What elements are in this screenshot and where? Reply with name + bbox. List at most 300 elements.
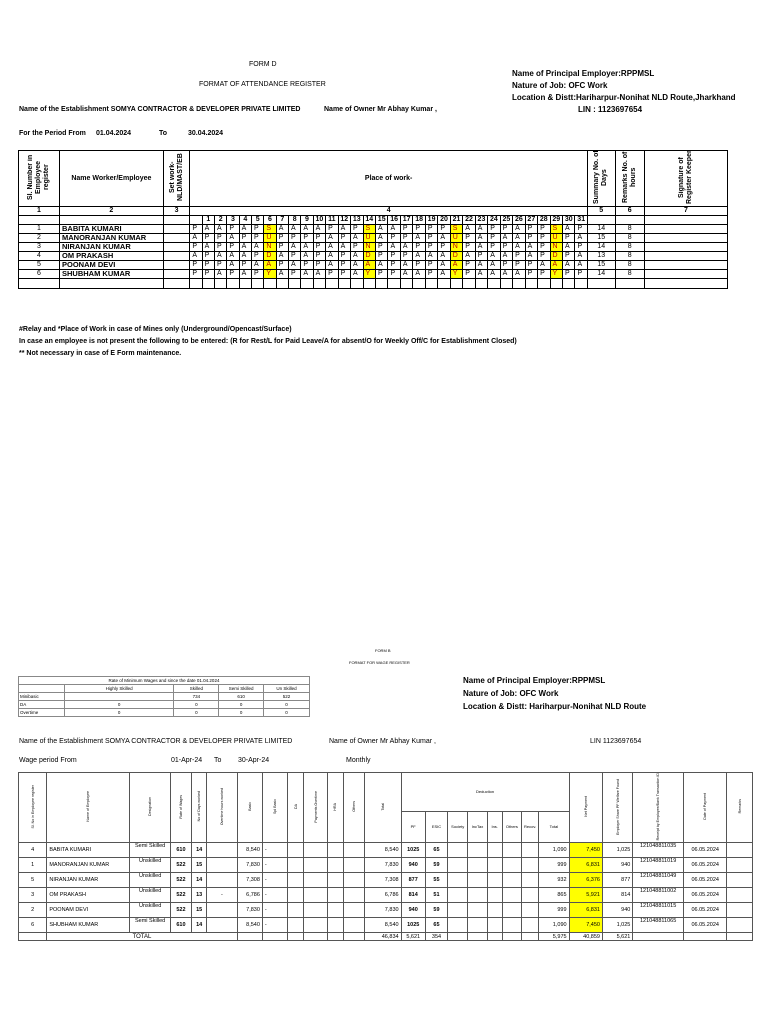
attendance-cell: A <box>488 261 500 270</box>
attendance-cell: P <box>190 225 202 234</box>
attendance-cell: A <box>289 261 301 270</box>
attendance-cell: P <box>538 225 550 234</box>
attendance-cell: A <box>301 243 313 252</box>
wage-da <box>288 918 304 933</box>
wage-recov <box>522 918 539 933</box>
attendance-cell: P <box>513 252 525 261</box>
wage-special-basic: - <box>262 873 287 888</box>
wage-gross-total: 8,540 <box>365 918 401 933</box>
wage-society <box>448 843 468 858</box>
wage-hra <box>327 918 343 933</box>
attendance-cell: P <box>400 252 412 261</box>
wage-date-payment: 06.05.2024 <box>683 843 727 858</box>
wage-basic: 7,830 <box>237 858 262 873</box>
wage-rate: 522 <box>170 873 191 888</box>
attendance-cell: P <box>463 261 475 270</box>
wage-owner: Name of Owner Mr Abhay Kumar , <box>329 738 436 745</box>
wage-employee-name: SHUBHAM KUMAR <box>47 918 130 933</box>
wage-total-esic: 354 <box>425 933 447 941</box>
wage-others <box>343 888 364 903</box>
wage-designation: Unskilled <box>130 873 170 888</box>
wage-header-others: Others <box>343 773 364 843</box>
header-place: Place of work- <box>190 151 588 207</box>
attendance-cell: A <box>450 261 462 270</box>
summary-days: 15 <box>587 234 615 243</box>
wage-recov <box>522 873 539 888</box>
wage-hra <box>327 888 343 903</box>
attendance-cell: P <box>575 243 587 252</box>
summary-days: 14 <box>587 243 615 252</box>
wage-ins <box>487 918 502 933</box>
day-number: 26 <box>513 216 525 225</box>
signature-cell <box>644 234 727 243</box>
attendance-cell: A <box>227 261 239 270</box>
attendance-cell: Y <box>450 270 462 279</box>
wage-hra <box>327 858 343 873</box>
wage-remarks <box>727 903 753 918</box>
wage-gross-total: 7,830 <box>365 858 401 873</box>
attendance-cell: S <box>450 225 462 234</box>
attendance-cell: P <box>313 261 325 270</box>
day-number: 7 <box>276 216 288 225</box>
wage-ot-payment <box>304 858 327 873</box>
wage-header-date: Date of Payment <box>683 773 727 843</box>
set-work-cell <box>163 261 190 270</box>
wage-header-deduction: Deduction <box>401 773 569 812</box>
wage-transaction-id: 121048811002 <box>633 888 684 903</box>
attendance-cell: P <box>338 270 350 279</box>
attendance-cell: P <box>538 270 550 279</box>
attendance-cell: A <box>413 234 425 243</box>
summary-days: 14 <box>587 225 615 234</box>
summary-days: 13 <box>587 252 615 261</box>
attendance-cell: A <box>425 252 437 261</box>
signature-cell <box>644 243 727 252</box>
set-work-cell <box>163 225 190 234</box>
attendance-cell: P <box>313 243 325 252</box>
wage-header-receipt: Receipt by Employee/Bank Transaction ID <box>633 773 684 843</box>
wage-nature-of-job: Nature of Job: OFC Work <box>463 689 559 698</box>
wage-total-deduction: 999 <box>539 903 569 918</box>
signature-cell <box>644 270 727 279</box>
attendance-cell: P <box>251 252 263 261</box>
attendance-cell: A <box>513 225 525 234</box>
days-row <box>19 216 728 225</box>
wage-pf: 940 <box>401 903 425 918</box>
day-number: 14 <box>363 216 375 225</box>
attendance-cell: P <box>463 234 475 243</box>
wage-hra <box>327 903 343 918</box>
wage-to-label: To <box>214 757 222 764</box>
header-summary: Summary No. of Days <box>587 151 615 207</box>
attendance-cell: A <box>400 261 412 270</box>
location: Location & Distt:Hariharpur-Nonihat NLD Route,Jharkhand <box>512 93 736 102</box>
attendance-cell: P <box>563 234 575 243</box>
wage-row <box>19 843 753 858</box>
wage-header-special-basic: Spl Basic <box>262 773 287 843</box>
attendance-cell: P <box>313 252 325 261</box>
remarks-hours: 8 <box>615 252 644 261</box>
day-number: 21 <box>450 216 462 225</box>
wage-ot-hours <box>207 873 237 888</box>
wage-society <box>448 918 468 933</box>
wage-ins <box>487 858 502 873</box>
attendance-cell: D <box>264 252 276 261</box>
attendance-cell: N <box>450 243 462 252</box>
employee-name: SHUBHAM KUMAR <box>60 270 164 279</box>
wage-ot-payment <box>304 888 327 903</box>
day-number: 6 <box>264 216 276 225</box>
wage-row <box>19 873 753 888</box>
period-label: For the Period From <box>19 130 86 137</box>
attendance-cell: A <box>351 261 363 270</box>
attendance-cell: P <box>413 225 425 234</box>
wage-hra <box>327 873 343 888</box>
wage-pf: 1025 <box>401 918 425 933</box>
attendance-cell: U <box>363 234 375 243</box>
attendance-cell: A <box>388 225 400 234</box>
wage-register-table <box>18 772 753 941</box>
attendance-cell: Y <box>550 270 562 279</box>
wage-basic: 7,308 <box>237 873 262 888</box>
wage-society <box>448 903 468 918</box>
wage-total-pf: 5,621 <box>401 933 425 941</box>
summary-days: 14 <box>587 270 615 279</box>
wage-sl: 5 <box>19 873 47 888</box>
wage-transaction-id: 121048811015 <box>633 903 684 918</box>
attendance-cell: A <box>190 252 202 261</box>
attendance-cell: P <box>500 243 512 252</box>
attendance-cell: P <box>289 252 301 261</box>
day-number: 19 <box>425 216 437 225</box>
remarks-hours: 8 <box>615 270 644 279</box>
wage-rate: 522 <box>170 858 191 873</box>
wage-total-label: TOTAL <box>47 933 237 941</box>
min-wages-header: Skilled <box>174 685 219 693</box>
wage-net-payment: 6,831 <box>569 858 602 873</box>
wage-others-deduction <box>502 843 521 858</box>
wage-others-deduction <box>502 918 521 933</box>
day-number: 10 <box>313 216 325 225</box>
wage-sl: 1 <box>19 858 47 873</box>
day-number: 25 <box>500 216 512 225</box>
employee-name: BABITA KUMARI <box>60 225 164 234</box>
day-number: 16 <box>388 216 400 225</box>
day-number: 5 <box>251 216 263 225</box>
attendance-cell: P <box>375 243 387 252</box>
attendance-cell: N <box>264 243 276 252</box>
wage-header-others-deduction: Others <box>502 812 521 843</box>
wage-total-deduction: 5,975 <box>539 933 569 941</box>
attendance-cell: S <box>363 225 375 234</box>
attendance-cell: A <box>301 270 313 279</box>
wage-header-basic: Basic <box>237 773 262 843</box>
wage-esic: 51 <box>425 888 447 903</box>
wage-remarks <box>727 843 753 858</box>
attendance-cell: P <box>301 261 313 270</box>
summary-days: 15 <box>587 261 615 270</box>
header-set: Set work-NLD/MAST/EB <box>163 151 190 207</box>
wage-others-deduction <box>502 888 521 903</box>
header-name: Name Worker/Employee <box>60 151 164 207</box>
wage-to: 30-Apr-24 <box>238 757 270 764</box>
attendance-row <box>19 270 728 279</box>
day-number: 30 <box>563 216 575 225</box>
wage-total-deduction: 1,090 <box>539 918 569 933</box>
attendance-cell: P <box>563 252 575 261</box>
wage-transaction-id: 121048811035 <box>633 843 684 858</box>
column-number: 7 <box>644 207 727 216</box>
attendance-cell: A <box>326 261 338 270</box>
day-number: 2 <box>215 216 227 225</box>
attendance-cell: A <box>563 261 575 270</box>
wage-rate: 610 <box>170 918 191 933</box>
wage-basic: 6,786 <box>237 888 262 903</box>
wage-header-ot-hours: Overtime hours worked <box>207 773 237 843</box>
signature-cell <box>644 261 727 270</box>
employee-name: MANORANJAN KUMAR <box>60 234 164 243</box>
attendance-cell: P <box>538 234 550 243</box>
wage-special-basic: - <box>262 903 287 918</box>
period-to-label: To <box>159 130 168 137</box>
attendance-cell: P <box>475 252 487 261</box>
day-number: 12 <box>338 216 350 225</box>
attendance-cell: P <box>388 261 400 270</box>
min-wages-header: Semi Skilled <box>219 685 264 693</box>
form-d-subtitle: FORMAT OF ATTENDANCE REGISTER <box>199 81 326 88</box>
attendance-cell: P <box>575 270 587 279</box>
attendance-cell: A <box>413 252 425 261</box>
wage-gross-total: 7,830 <box>365 903 401 918</box>
set-work-cell <box>163 243 190 252</box>
remarks-hours: 8 <box>615 234 644 243</box>
column-number: 4 <box>190 207 588 216</box>
wage-ins <box>487 903 502 918</box>
attendance-table <box>18 150 728 289</box>
attendance-cell: A <box>215 252 227 261</box>
set-work-cell <box>163 234 190 243</box>
wage-ins <box>487 843 502 858</box>
attendance-cell: A <box>438 270 450 279</box>
attendance-cell: P <box>239 234 251 243</box>
remarks-hours: 8 <box>615 225 644 234</box>
wage-hra <box>327 843 343 858</box>
wage-recov <box>522 888 539 903</box>
wage-header-name: Name of Employee <box>47 773 130 843</box>
attendance-cell: P <box>388 270 400 279</box>
wage-total-net: 40,859 <box>569 933 602 941</box>
wage-sl: 2 <box>19 903 47 918</box>
attendance-cell: D <box>450 252 462 261</box>
employee-sl: 1 <box>19 225 60 234</box>
wage-date-payment: 06.05.2024 <box>683 918 727 933</box>
wage-recov <box>522 858 539 873</box>
wage-incometax <box>468 873 487 888</box>
attendance-cell: A <box>313 270 325 279</box>
wage-ins <box>487 888 502 903</box>
header-sl: Sl. Number in Employee register <box>19 151 60 207</box>
note-absent-codes: In case an employee is not present the following to be entered: (R for Rest/L for Paid Leave/A for absent/O for Weekly Off/C for Establishment Closed) <box>19 338 517 345</box>
attendance-cell: A <box>326 234 338 243</box>
attendance-cell: P <box>227 270 239 279</box>
attendance-cell: P <box>488 225 500 234</box>
attendance-cell: A <box>239 225 251 234</box>
attendance-cell: A <box>301 252 313 261</box>
wage-period-label: Wage period From <box>19 757 77 764</box>
wage-incometax <box>468 903 487 918</box>
wage-transaction-id: 121048811065 <box>633 918 684 933</box>
wage-esic: 59 <box>425 858 447 873</box>
minimum-wages-table <box>18 676 310 717</box>
attendance-cell: A <box>313 225 325 234</box>
attendance-cell: P <box>425 225 437 234</box>
attendance-cell: A <box>475 261 487 270</box>
wage-da <box>288 888 304 903</box>
attendance-cell: P <box>463 270 475 279</box>
wage-net-payment: 6,376 <box>569 873 602 888</box>
attendance-cell: P <box>388 252 400 261</box>
attendance-cell: P <box>351 225 363 234</box>
wage-gross-total: 8,540 <box>365 843 401 858</box>
set-work-cell <box>163 252 190 261</box>
attendance-cell: P <box>413 261 425 270</box>
attendance-cell: P <box>375 270 387 279</box>
attendance-cell: P <box>227 243 239 252</box>
header-remarks: Remarks No. of hours <box>615 151 644 207</box>
signature-cell <box>644 225 727 234</box>
wage-special-basic: - <box>262 858 287 873</box>
form-d-title: FORM D <box>249 61 277 68</box>
wage-header-esic: ESIC <box>425 812 447 843</box>
wage-society <box>448 873 468 888</box>
wage-establishment: Name of the Establishment SOMYA CONTRACTOR & DEVELOPER PRIVATE LIMITED <box>19 738 293 745</box>
wage-remarks <box>727 888 753 903</box>
attendance-cell: P <box>251 270 263 279</box>
attendance-cell: A <box>488 270 500 279</box>
attendance-cell: A <box>276 270 288 279</box>
attendance-cell: S <box>550 225 562 234</box>
period-from: 01.04.2024 <box>96 130 132 137</box>
employee-name: NIRANJAN KUMAR <box>60 243 164 252</box>
wage-date-payment: 06.05.2024 <box>683 888 727 903</box>
attendance-cell: A <box>375 225 387 234</box>
wage-employer-pf: 940 <box>602 858 632 873</box>
day-number: 20 <box>438 216 450 225</box>
wage-sl: 6 <box>19 918 47 933</box>
employee-sl: 6 <box>19 270 60 279</box>
remarks-hours: 8 <box>615 243 644 252</box>
column-number: 5 <box>587 207 615 216</box>
wage-sl: 3 <box>19 888 47 903</box>
wage-ot-hours <box>207 903 237 918</box>
wage-header-sl: Sl. No in Employee register <box>19 773 47 843</box>
wage-days: 14 <box>192 918 207 933</box>
attendance-cell: A <box>289 225 301 234</box>
wage-row <box>19 888 753 903</box>
wage-row <box>19 903 753 918</box>
wage-location: Location & Distt: Hariharpur-Nonihat NLD Route <box>463 702 647 711</box>
attendance-cell: A <box>525 252 537 261</box>
column-number: 1 <box>19 207 60 216</box>
attendance-cell: P <box>215 234 227 243</box>
wage-header-da: DA <box>288 773 304 843</box>
attendance-cell: P <box>375 252 387 261</box>
attendance-cell: A <box>351 234 363 243</box>
attendance-row <box>19 252 728 261</box>
wage-others <box>343 873 364 888</box>
wage-others <box>343 903 364 918</box>
attendance-cell: P <box>488 243 500 252</box>
wage-date-payment: 06.05.2024 <box>683 858 727 873</box>
wage-from: 01-Apr-24 <box>171 757 203 764</box>
attendance-cell: U <box>450 234 462 243</box>
attendance-cell: A <box>375 261 387 270</box>
wage-total-row <box>19 933 753 941</box>
wage-rate: 522 <box>170 903 191 918</box>
day-number: 4 <box>239 216 251 225</box>
attendance-cell: A <box>251 261 263 270</box>
attendance-cell: N <box>550 243 562 252</box>
wage-da <box>288 903 304 918</box>
attendance-cell: A <box>488 252 500 261</box>
attendance-cell: P <box>538 243 550 252</box>
wage-employee-name: NIRANJAN KUMAR <box>47 873 130 888</box>
empty-row <box>19 279 728 289</box>
attendance-cell: A <box>475 243 487 252</box>
attendance-cell: A <box>276 225 288 234</box>
attendance-cell: A <box>550 261 562 270</box>
wage-employee-name: BABITA KUMARI <box>47 843 130 858</box>
attendance-cell: P <box>500 261 512 270</box>
attendance-cell: A <box>500 270 512 279</box>
wage-header-pf: PF <box>401 812 425 843</box>
attendance-cell: P <box>202 234 214 243</box>
column-number-row <box>19 207 728 216</box>
wage-remarks <box>727 873 753 888</box>
attendance-cell: Y <box>264 270 276 279</box>
wage-da <box>288 843 304 858</box>
attendance-cell: P <box>525 270 537 279</box>
attendance-cell: P <box>190 243 202 252</box>
attendance-cell: A <box>375 234 387 243</box>
min-wages-row: Overtime 0 0 0 0 <box>19 709 310 717</box>
wage-date-payment: 06.05.2024 <box>683 903 727 918</box>
wage-total-deduction: 999 <box>539 858 569 873</box>
attendance-cell: P <box>525 234 537 243</box>
wage-employer-pf: 940 <box>602 903 632 918</box>
wage-others-deduction <box>502 858 521 873</box>
attendance-cell: A <box>575 252 587 261</box>
wage-total-deduction: 932 <box>539 873 569 888</box>
attendance-cell: A <box>289 243 301 252</box>
attendance-cell: P <box>202 261 214 270</box>
wage-esic: 65 <box>425 843 447 858</box>
wage-row <box>19 858 753 873</box>
wage-remarks <box>727 918 753 933</box>
wage-ot-payment <box>304 873 327 888</box>
wage-header-rate: Rate of Wages <box>170 773 191 843</box>
attendance-cell: P <box>202 252 214 261</box>
attendance-cell: A <box>326 243 338 252</box>
attendance-cell: A <box>190 234 202 243</box>
wage-incometax <box>468 843 487 858</box>
attendance-cell: P <box>289 270 301 279</box>
attendance-cell: P <box>400 225 412 234</box>
attendance-cell: A <box>438 252 450 261</box>
attendance-cell: A <box>500 234 512 243</box>
wage-employer-pf: 877 <box>602 873 632 888</box>
attendance-cell: P <box>425 234 437 243</box>
